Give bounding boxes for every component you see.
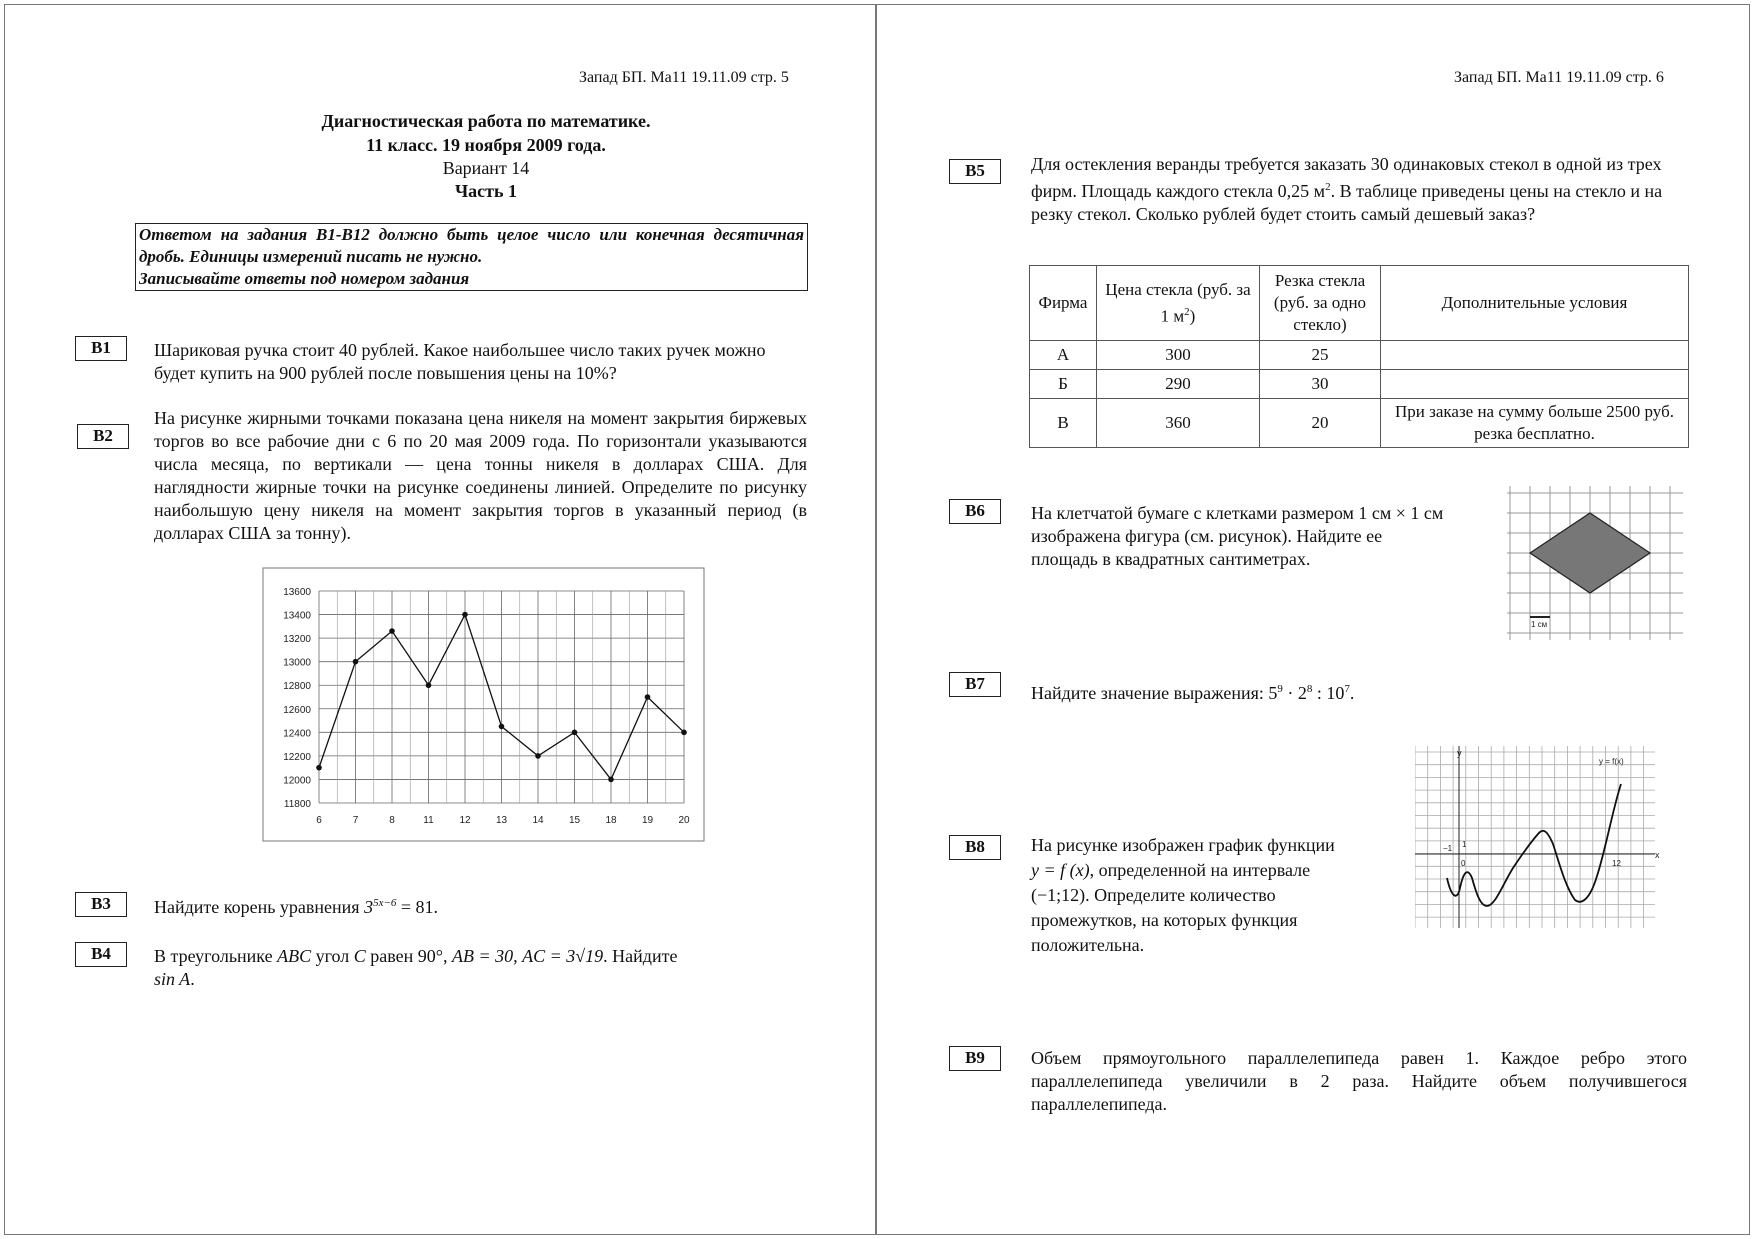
task-b3-label: B3 [75, 892, 127, 917]
x-tick-label: 14 [532, 815, 544, 826]
data-point [645, 694, 651, 700]
x-axis-label: x [1655, 850, 1660, 860]
b3-exponent: 5x−6 [373, 897, 397, 909]
instructions-text-2: Записывайте ответы под номером задания [139, 269, 470, 288]
x-tick-label: 8 [389, 815, 395, 826]
header-price-text: Цена стекла (руб. за 1 м [1105, 279, 1251, 326]
b4-ac: AC = 3√19 [522, 946, 604, 966]
x-tick-label: 18 [605, 815, 617, 826]
data-point [426, 682, 432, 688]
data-point [608, 777, 614, 783]
y-axis-label: y [1457, 748, 1462, 758]
b3-rhs: = 81. [400, 897, 439, 917]
y-tick-label: 12000 [283, 775, 311, 787]
x-tick-label: 11 [423, 815, 434, 826]
header-price-sup: 2 [1184, 305, 1190, 318]
variant: Вариант 14 [442, 158, 530, 178]
b8-interval: (−1;12) [1031, 885, 1086, 905]
y-tick-label: 12600 [283, 704, 311, 716]
task-b4-text [154, 945, 794, 991]
page-right [876, 4, 1750, 1235]
cell-price: 300 [1097, 341, 1260, 370]
cell-cut: 25 [1260, 341, 1381, 370]
cell-extra [1381, 370, 1689, 399]
task-b1-text: Шариковая ручка стоит 40 рублей. Какое наибольшее число таких ручек можно будет купить на 900 рублей после повышения цены на 10%? [154, 340, 766, 383]
b7-question: Найдите значение выражения: [1031, 683, 1264, 703]
b5-sup: 2 [1325, 181, 1331, 193]
header-extra: Дополнительные условия [1381, 266, 1689, 341]
function-curve [1447, 784, 1621, 906]
task-b7-label: B7 [949, 672, 1001, 697]
b7-exp-1: 9 [1277, 683, 1283, 695]
x-tick-label: 6 [316, 815, 322, 826]
table-row [1030, 370, 1689, 399]
cell-price: 290 [1097, 370, 1260, 399]
cell-extra: При заказе на сумму больше 2500 руб. резка бесплатно. [1381, 399, 1689, 448]
task-b3-text [154, 892, 554, 919]
b4-ab: AB = 30, [452, 946, 518, 966]
cell-firm: В [1030, 399, 1097, 448]
cell-firm: А [1030, 341, 1097, 370]
cell-price: 360 [1097, 399, 1260, 448]
b4-c: C [353, 946, 366, 966]
task-b6-text: На клетчатой бумаге с клетками размером 1 см × 1 см изображена фигура (см. рисунок). Найдите ее площадь в квадратных сантиметрах. [1031, 503, 1444, 569]
task-b9-label: B9 [949, 1046, 1001, 1071]
task-b7-text [1031, 678, 1531, 705]
b4-angle: 90°, [417, 946, 448, 966]
x-tick-label: 19 [641, 815, 654, 826]
x-tick-label: 13 [495, 815, 508, 826]
b8-line-2 [1031, 858, 1391, 883]
y-tick-label: 12400 [283, 728, 311, 740]
y-tick-label: 13600 [283, 587, 311, 598]
page-header: Запад БП. Ма11 19.11.09 стр. 6 [1454, 69, 1664, 86]
data-point [316, 765, 322, 771]
data-point [353, 659, 359, 665]
title-line-2: 11 класс. 19 ноября 2009 года. [366, 135, 606, 155]
b7-exp-3: 7 [1344, 683, 1350, 695]
page-left [4, 4, 876, 1235]
task-b5-text [1031, 153, 1687, 226]
nickel-price-chart [262, 567, 705, 842]
task-b4-label: B4 [75, 942, 127, 967]
x-tick-label: 7 [352, 815, 359, 826]
b8-line-4: промежутков, на которых функция [1031, 910, 1298, 930]
b7-end: . [1349, 683, 1355, 703]
y-tick-label: 12800 [283, 681, 311, 693]
task-b2-text: На рисунке жирными точками показана цена никеля на момент закрытия биржевых торгов во все рабочие дни с 6 по 20 мая 2009 года. По горизонтали указываются числа месяца, по вертикали — цена тонны никеля в долларах США. Для наглядности жирные точки на рисунке соединены линией. Определите по рисунку наибольшую цену никеля на момент закрытия торгов в указанный период (в долларах США за тонну). [154, 408, 807, 543]
instructions-box [135, 223, 808, 291]
task-b8-text [1031, 833, 1391, 958]
tick-12: 12 [1612, 859, 1621, 868]
instructions-text: Ответом на задания В1-В12 должно быть целое число или конечная десятичная дробь. Единицы измерений писать не нужно. [139, 225, 804, 266]
b8-line-2-text: , определенной на интервале [1089, 860, 1311, 880]
y-tick-label: 13400 [283, 610, 311, 622]
tick-1: 1 [1462, 840, 1467, 849]
b7-base-2: · 2 [1282, 683, 1307, 703]
part-title: Часть 1 [454, 181, 518, 201]
y-tick-label: 13200 [283, 634, 311, 646]
b8-line-1: На рисунке изображен график функции [1031, 835, 1335, 855]
b8-line-3 [1031, 883, 1391, 908]
task-b9-text: Объем прямоугольного параллелепипеда равен 1. Каждое ребро этого параллелепипеда увеличили в 2 раза. Найдите объем получившегося параллелепипеда. [1031, 1048, 1687, 1114]
b4-sin: sin A [154, 969, 191, 989]
x-tick-label: 20 [678, 815, 690, 826]
data-point [389, 628, 395, 634]
task-b8-label: B8 [949, 835, 1001, 860]
b7-base-3: : 10 [1312, 683, 1345, 703]
header-price [1097, 266, 1260, 341]
data-point [535, 753, 541, 759]
b5-text-2: . В таблице приведены цены на стекло и на резку стекол. Сколько рублей будет стоить самый дешевый заказ? [1031, 181, 1663, 224]
scale-label: 1 см [1531, 620, 1548, 629]
title-line-1: Диагностическая работа по математике. [321, 111, 651, 131]
y-tick-label: 11800 [283, 799, 311, 810]
data-point [499, 724, 505, 730]
b4-abc: ABC [277, 946, 312, 966]
data-point [462, 612, 468, 618]
b7-base-1: 5 [1268, 683, 1278, 703]
b8-line-5: положительна. [1031, 935, 1145, 955]
header-cut: Резка стекла (руб. за одно стекло) [1260, 266, 1381, 341]
cell-extra [1381, 341, 1689, 370]
b8-function: y = f (x) [1031, 860, 1090, 880]
cell-cut: 20 [1260, 399, 1381, 448]
prices-table [1029, 265, 1689, 448]
b4-text-3: равен [365, 946, 418, 966]
cell-cut: 30 [1260, 370, 1381, 399]
b7-exp-2: 8 [1306, 683, 1313, 695]
rhombus-figure [1507, 486, 1683, 640]
tick-origin: 0 [1461, 859, 1466, 868]
chart-grid [319, 591, 684, 803]
y-tick-label: 12200 [283, 751, 311, 763]
b4-text-4: . Найдите [603, 946, 678, 966]
b4-dot: . [190, 969, 195, 989]
table-row [1030, 399, 1689, 448]
task-b1-label: B1 [75, 336, 127, 361]
header-price-end: ) [1189, 306, 1196, 326]
data-point [681, 730, 687, 736]
b3-base: 3 [364, 897, 374, 917]
function-label: y = f(x) [1599, 757, 1624, 766]
task-b6-label: B6 [949, 499, 1001, 524]
y-tick-label: 13000 [283, 657, 311, 669]
b4-text-2: угол [311, 946, 354, 966]
tick-minus-1: −1 [1443, 844, 1453, 853]
task-b5-label: B5 [949, 159, 1001, 184]
table-header-row [1030, 266, 1689, 341]
b4-text-1: В треугольнике [154, 946, 278, 966]
function-graph [1415, 746, 1665, 928]
x-tick-label: 12 [459, 815, 471, 826]
header-firm: Фирма [1030, 266, 1097, 341]
rhombus-shape [1530, 513, 1650, 593]
data-point [572, 730, 578, 736]
table-row [1030, 341, 1689, 370]
task-b2-label: B2 [77, 424, 129, 449]
x-tick-label: 15 [568, 815, 581, 826]
b3-question: Найдите корень уравнения [154, 897, 360, 917]
b8-line-3-text: . Определите количество [1085, 885, 1276, 905]
b5-text-1: Для остекления веранды требуется заказать 30 одинаковых стекол в одной из трех фирм. Площадь каждого стекла 0,25 м [1031, 154, 1662, 201]
cell-firm: Б [1030, 370, 1097, 399]
page-header: Запад БП. Ма11 19.11.09 стр. 5 [579, 69, 789, 86]
